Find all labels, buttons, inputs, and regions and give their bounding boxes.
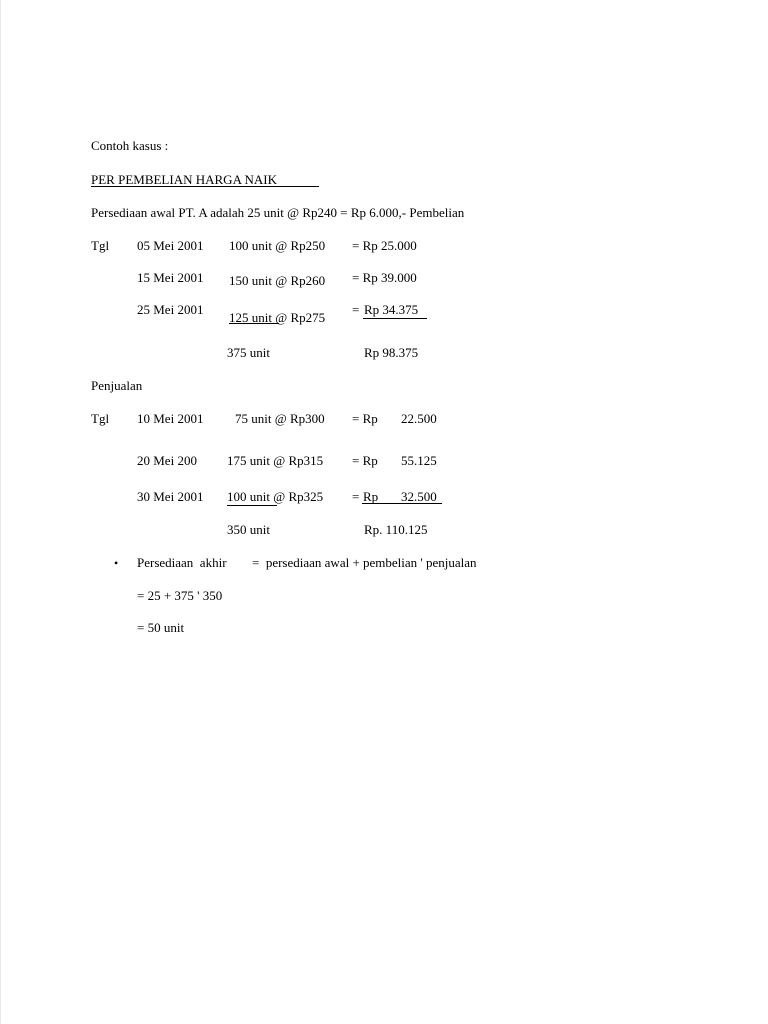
purchase-eq-3: =	[352, 302, 360, 317]
purchase-date-1: 05 Mei 2001	[137, 238, 204, 253]
purchase-total-amount: Rp 98.375	[364, 345, 419, 360]
sales-label: Penjualan	[91, 378, 143, 393]
purchase-date-3: 25 Mei 2001	[137, 302, 204, 317]
sales-eq-2: = Rp	[352, 453, 378, 468]
opening-line: Persediaan awal PT. A adalah 25 unit @ Rp240 = Rp 6.000,- Pembelian	[91, 205, 465, 220]
purchase-amount-3-underline	[363, 318, 427, 319]
sales-total-amount: Rp. 110.125	[364, 522, 428, 537]
purchase-date-2: 15 Mei 2001	[137, 270, 204, 285]
sales-qty-2: 175 unit @ Rp315	[227, 453, 324, 468]
purchase-total-units: 375 unit	[227, 345, 270, 360]
purchase-amount-2: = Rp 39.000	[352, 270, 417, 285]
sales-tgl-label: Tgl	[91, 411, 110, 426]
sales-amount-1: 22.500	[401, 411, 437, 426]
sales-total-units: 350 unit	[227, 522, 270, 537]
section-heading: PER PEMBELIAN HARGA NAIK	[91, 172, 277, 187]
sales-qty-3-underline	[227, 505, 277, 506]
heading-underline	[91, 186, 319, 187]
sales-qty-3: 100 unit @ Rp325	[227, 489, 324, 504]
sales-date-1: 10 Mei 2001	[137, 411, 204, 426]
sales-date-2: 20 Mei 200	[137, 453, 197, 468]
purchase-amount-3: Rp 34.375	[364, 302, 419, 317]
sales-qty-1: 75 unit @ Rp300	[235, 411, 325, 426]
purchase-tgl-label: Tgl	[91, 238, 110, 253]
purchase-qty-1: 100 unit @ Rp250	[229, 238, 326, 253]
intro-text: Contoh kasus :	[91, 138, 169, 153]
purchase-amount-1: = Rp 25.000	[352, 238, 417, 253]
sales-rp-3: Rp	[363, 489, 379, 504]
sales-eq-1: = Rp	[352, 411, 378, 426]
purchase-qty-2: 150 unit @ Rp260	[229, 273, 326, 288]
sales-amount-2: 55.125	[401, 453, 437, 468]
sales-date-3: 30 Mei 2001	[137, 489, 204, 504]
ending-formula: = persediaan awal + pembelian ' penjualan	[252, 555, 477, 570]
sales-amount-3: 32.500	[401, 489, 437, 504]
purchase-qty-3: 125 unit @ Rp275	[229, 310, 326, 325]
sales-amount-3-underline	[362, 503, 442, 504]
ending-label: Persediaan akhir	[137, 555, 227, 570]
sales-eq-3: =	[352, 489, 360, 504]
purchase-qty-3-underline	[229, 323, 279, 324]
bullet-icon: •	[114, 556, 119, 570]
ending-result: = 50 unit	[137, 620, 185, 635]
ending-step1: = 25 + 375 ' 350	[137, 588, 223, 603]
